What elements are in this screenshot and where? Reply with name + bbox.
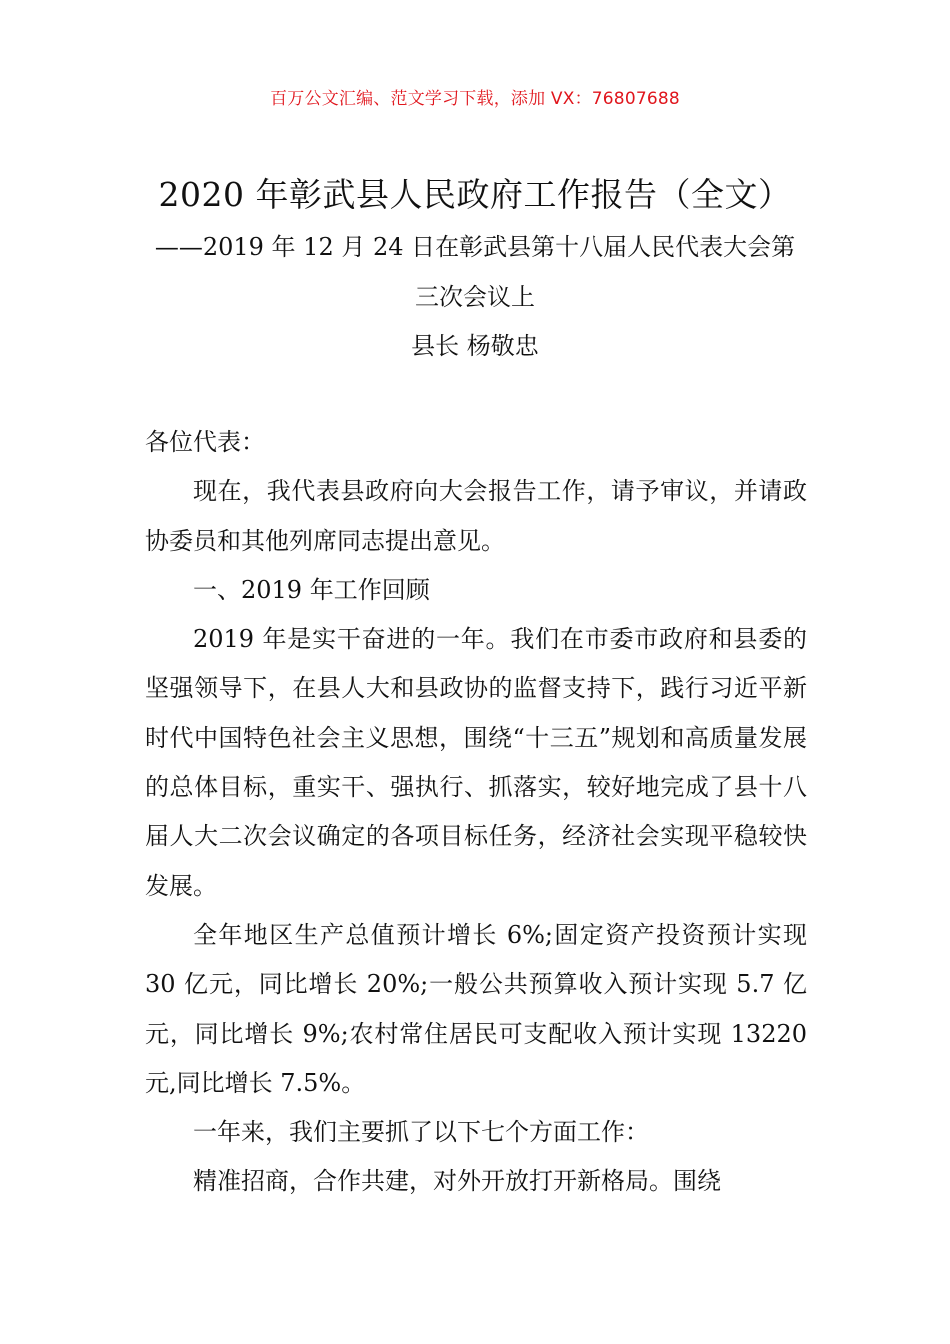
body-paragraph: 一年来，我们主要抓了以下七个方面工作：: [193, 1118, 649, 1147]
document-subtitle: ——2019 年 12 月 24 日在彰武县第十八届人民代表大会第三次会议上: [154, 233, 796, 311]
body-paragraph: 现在，我代表县政府向大会报告工作，请予审议，并请政协委员和其他列席同志提出意见。: [145, 477, 807, 555]
body-paragraph: 全年地区生产总值预计增长 6%;固定资产投资预计实现 30 亿元，同比增长 20%;一般公共预算收入预计实现 5.7 亿元，同比增长 9%;农村常住居民可支配收入预计实现 13220 元,同比增长 7.5%。: [145, 920, 807, 1097]
salutation: 各位代表：: [145, 428, 265, 456]
section-heading: 一、2019 年工作回顾: [193, 575, 430, 604]
document-body: [145, 418, 807, 1207]
body-paragraph: 精准招商，合作共建，对外开放打开新格局。围绕: [193, 1167, 721, 1196]
promo-header: 百万公文汇编、范文学习下载，添加 VX：76807688: [270, 89, 680, 109]
body-paragraph: 2019 年是实干奋进的一年。我们在市委市政府和县委的坚强领导下，在县人大和县政协的监督支持下，践行习近平新时代中国特色社会主义思想，围绕“十三五”规划和高质量发展的总体目标，重实干、强执行、抓落实，较好地完成了县十八届人大二次会议确定的各项目标任务，经济社会实现平稳较快发展。: [145, 625, 807, 900]
document-title: 2020 年彰武县人民政府工作报告（全文）: [158, 175, 792, 214]
document-author: 县长 杨敬忠: [411, 332, 539, 360]
